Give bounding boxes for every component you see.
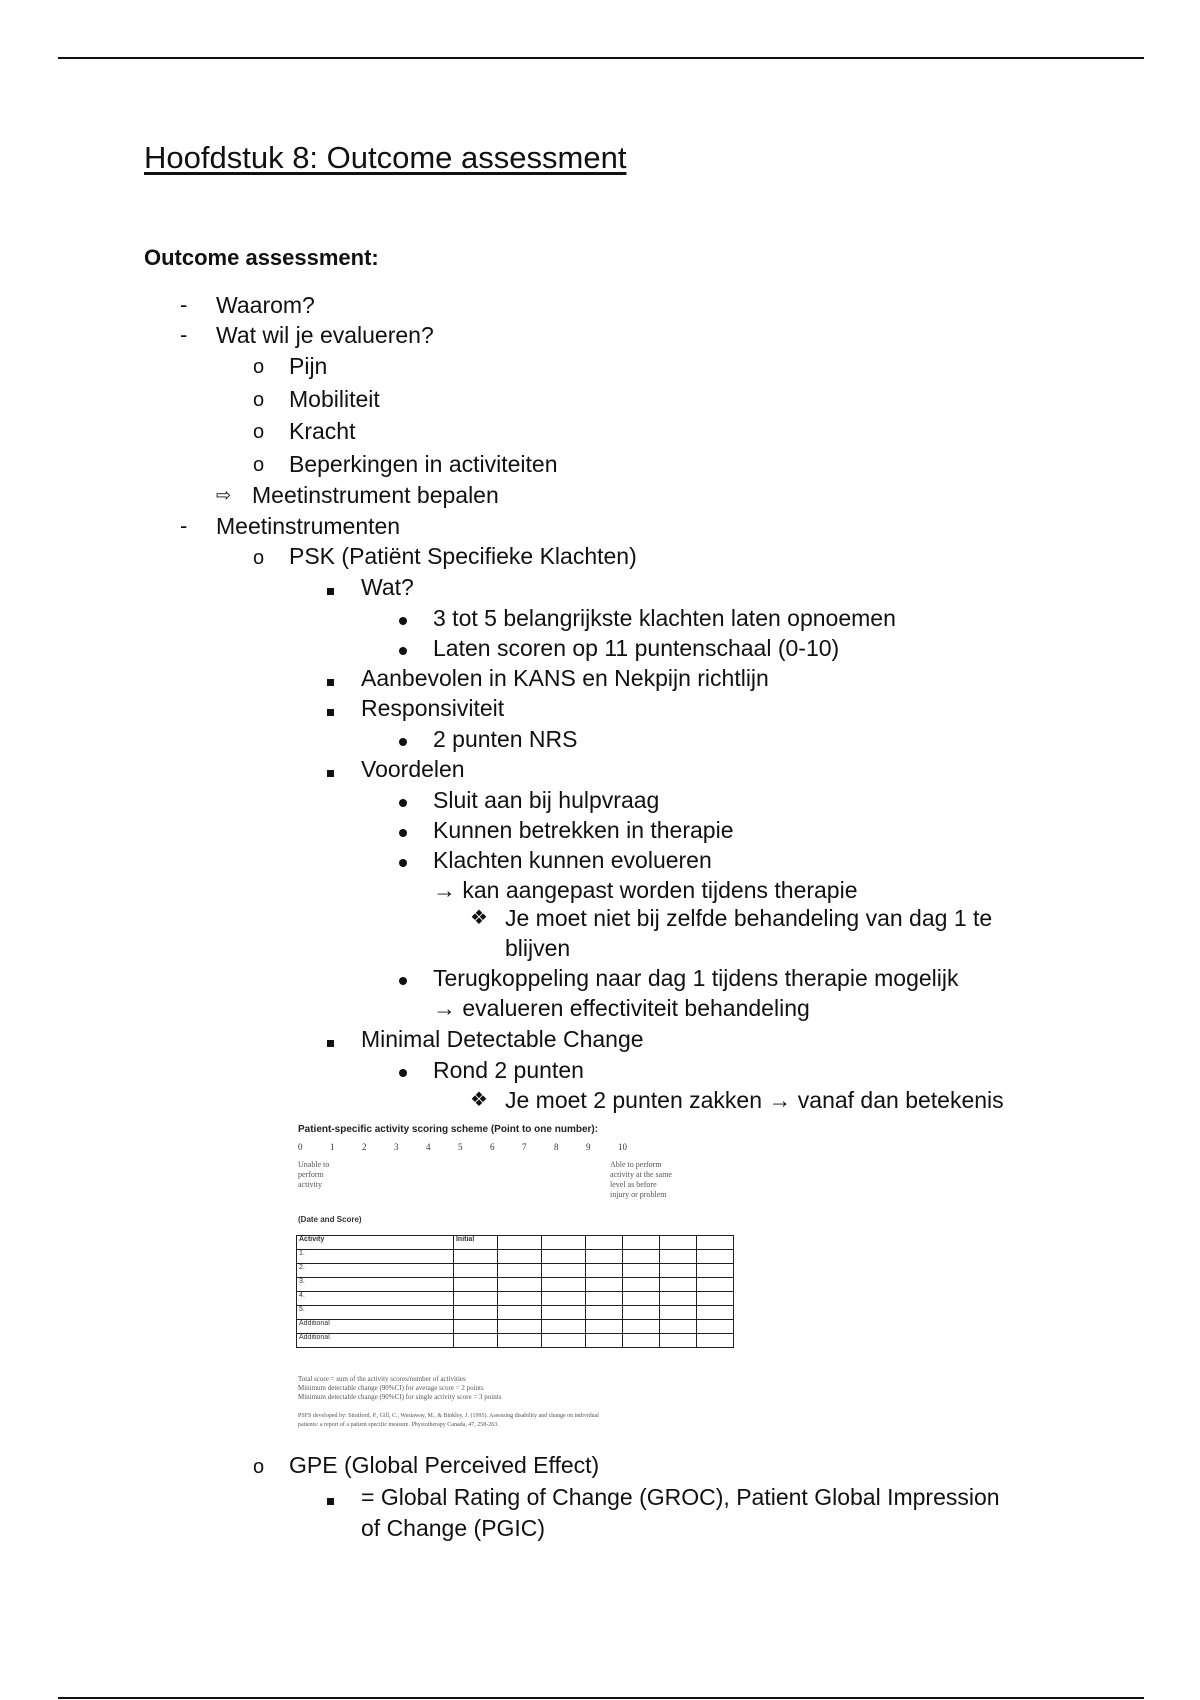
list-item-zelfde-line-2: blijven (505, 935, 571, 961)
list-item-waarom: Waarom? (216, 292, 315, 318)
list-item-pijn: Pijn (289, 353, 328, 379)
table-row (297, 1250, 734, 1264)
list-item-mobiliteit: Mobiliteit (289, 386, 380, 412)
scale-number: 2 (362, 1142, 367, 1152)
outline-arrow-icon: ⇨ (216, 485, 232, 505)
low-anchor-line: activity (298, 1180, 322, 1189)
row-label: 4. (297, 1292, 454, 1306)
high-anchor-line: activity at the same (610, 1170, 672, 1179)
col-initial: Initial (453, 1236, 497, 1250)
low-anchor-line: Unable to (298, 1160, 330, 1169)
row-label: 5. (297, 1306, 454, 1320)
list-item-meetinstrument-bepalen: Meetinstrument bepalen (252, 482, 499, 508)
form-footnote: Minimum detectable change (90%CI) for average score = 2 points (298, 1384, 484, 1392)
form-footnote: Total score = sum of the activity scores/number of activities (298, 1375, 466, 1383)
list-item-klachten-opnoemen: 3 tot 5 belangrijkste klachten laten opnoemen (433, 605, 896, 631)
list-item-evolueren: Klachten kunnen evolueren (433, 847, 712, 873)
dot-bullet-icon (399, 1056, 407, 1084)
bottom-rule (58, 1697, 1144, 1699)
col-activity: Activity (297, 1236, 454, 1250)
list-item-hulpvraag: Sluit aan bij hulpvraag (433, 787, 660, 813)
high-anchor-line: injury or problem (610, 1190, 667, 1199)
row-label: Additional (297, 1320, 454, 1334)
circle-bullet-icon: o (253, 1456, 265, 1478)
list-item-voordelen: Voordelen (361, 756, 465, 782)
list-item-zakken: Je moet 2 punten zakken → vanaf dan betekenis (505, 1087, 1004, 1113)
high-anchor-line: level as before (610, 1180, 657, 1189)
list-item-wat: Wat? (361, 574, 414, 600)
scale-number: 8 (554, 1142, 559, 1152)
dash-marker: - (180, 513, 188, 538)
form-citation: PSFS developed by: Stratford, P., Gill, C., Westaway, M., & Binkley, J. (1995). Assessing disability and change on individual (298, 1413, 599, 1419)
list-item-responsiviteit: Responsiviteit (361, 695, 505, 721)
circle-bullet-icon: o (253, 454, 265, 476)
scale-number: 0 (298, 1142, 303, 1152)
list-item-terugkoppeling: Terugkoppeling naar dag 1 tijdens therapie mogelijk (433, 965, 959, 991)
dot-bullet-icon (399, 725, 407, 753)
table-row (297, 1334, 734, 1348)
circle-bullet-icon: o (253, 356, 265, 378)
page-title: Hoofdstuk 8: Outcome assessment (144, 140, 627, 175)
high-anchor (610, 1160, 672, 1200)
circle-bullet-icon: o (253, 421, 265, 443)
form-citation: patients: a report of a patient specific measure. Physiotherapy Canada, 47, 258-263. (298, 1422, 499, 1428)
row-label: 1. (297, 1250, 454, 1264)
table-row (297, 1292, 734, 1306)
diamond-bullet-icon: ❖ (470, 1089, 488, 1111)
circle-bullet-icon: o (253, 389, 265, 411)
list-item-scoren: Laten scoren op 11 puntenschaal (0-10) (433, 635, 840, 661)
dash-marker: - (180, 322, 188, 347)
activity-table (296, 1235, 734, 1348)
scale-number: 10 (618, 1142, 627, 1152)
square-bullet-icon (327, 1484, 334, 1512)
list-item-effectiviteit: → evalueren effectiviteit behandeling (433, 995, 810, 1021)
scale-number: 7 (522, 1142, 527, 1152)
circle-bullet-icon: o (253, 547, 265, 569)
section-heading: Outcome assessment: (144, 245, 379, 270)
list-item-wat-evalueren: Wat wil je evalueren? (216, 322, 434, 348)
form-subheading: (Date and Score) (298, 1215, 362, 1224)
table-row (297, 1278, 734, 1292)
square-bullet-icon (327, 756, 334, 784)
top-rule (58, 57, 1144, 59)
list-item-psk: PSK (Patiënt Specifieke Klachten) (289, 543, 637, 569)
scale-number: 6 (490, 1142, 495, 1152)
square-bullet-icon (327, 695, 334, 723)
dot-bullet-icon (399, 634, 407, 662)
scale-number: 3 (394, 1142, 399, 1152)
diamond-bullet-icon: ❖ (470, 907, 488, 929)
dot-bullet-icon (399, 816, 407, 844)
table-row (297, 1264, 734, 1278)
list-item-gpe: GPE (Global Perceived Effect) (289, 1452, 600, 1478)
square-bullet-icon (327, 1026, 334, 1054)
scale-number: 4 (426, 1142, 431, 1152)
list-item-mdc: Minimal Detectable Change (361, 1026, 644, 1052)
row-label: 3. (297, 1278, 454, 1292)
high-anchor-line: Able to perform (610, 1160, 662, 1169)
table-row (297, 1320, 734, 1334)
low-anchor-line: perform (298, 1170, 324, 1179)
list-item-beperkingen: Beperkingen in activiteiten (289, 451, 558, 477)
form-title: Patient-specific activity scoring scheme (Point to one number): (298, 1124, 599, 1135)
list-item-betrekken: Kunnen betrekken in therapie (433, 817, 734, 843)
row-label: Additional (297, 1334, 454, 1348)
list-item-groc-line-1: = Global Rating of Change (GROC), Patient Global Impression (361, 1484, 1000, 1510)
dot-bullet-icon (399, 786, 407, 814)
list-item-zelfde-line-1: Je moet niet bij zelfde behandeling van dag 1 te (505, 905, 993, 931)
square-bullet-icon (327, 574, 334, 602)
table-row (297, 1306, 734, 1320)
dot-bullet-icon (399, 964, 407, 992)
table-header-row (297, 1236, 734, 1250)
list-item-kracht: Kracht (289, 418, 356, 444)
scale-number: 1 (330, 1142, 335, 1152)
list-item-meetinstrumenten: Meetinstrumenten (216, 513, 401, 539)
low-anchor (298, 1160, 329, 1190)
square-bullet-icon (327, 665, 334, 693)
scale-number: 9 (586, 1142, 591, 1152)
list-item-rond: Rond 2 punten (433, 1057, 584, 1083)
list-item-aangepast: → kan aangepast worden tijdens therapie (433, 877, 858, 903)
list-item-aanbevolen: Aanbevolen in KANS en Nekpijn richtlijn (361, 665, 769, 691)
list-item-groc-line-2: of Change (PGIC) (361, 1515, 546, 1541)
list-item-nrs: 2 punten NRS (433, 726, 578, 752)
psfs-form-image (294, 1120, 734, 1435)
dot-bullet-icon (399, 604, 407, 632)
dash-marker: - (180, 292, 188, 317)
scale-number: 5 (458, 1142, 463, 1152)
row-label: 2. (297, 1264, 454, 1278)
form-footnote: Minimum detectable change (90%CI) for single activity score = 3 points (298, 1393, 502, 1401)
dot-bullet-icon (399, 846, 407, 874)
